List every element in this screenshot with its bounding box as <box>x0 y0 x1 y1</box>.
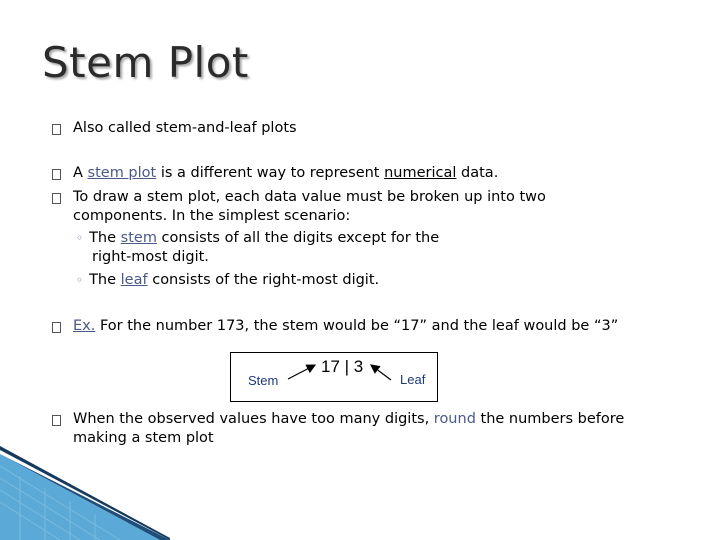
sub-bullet-marker-icon: ◦ <box>76 231 84 245</box>
bullet-checkbox-icon <box>52 415 61 426</box>
corner-decoration <box>0 446 170 540</box>
bullet-3-line1: To draw a stem plot, each data value must be broken up into two <box>73 189 546 205</box>
bullet-5-post: the numbers before <box>475 411 625 427</box>
sub-2-post: consists of the right-most digit. <box>147 272 380 288</box>
bullet-2-text <box>73 165 498 181</box>
bullet-checkbox-icon <box>52 322 61 333</box>
bullet-checkbox-icon <box>52 124 61 135</box>
stem-label: Stem <box>248 373 279 388</box>
bullet-5-line2: making a stem plot <box>73 430 214 446</box>
sub-bullet-leaf <box>76 272 379 288</box>
bullet-5-pre: When the observed values have too many digits, <box>73 411 434 427</box>
diagram-number: 17 | 3 <box>321 357 364 376</box>
bullet-checkbox-icon <box>52 193 61 204</box>
stem-arrow <box>288 365 315 379</box>
round-link[interactable]: round <box>433 411 476 427</box>
leaf-link[interactable]: leaf <box>120 272 148 288</box>
sub-bullet-stem-line2: right-most digit. <box>92 249 209 265</box>
diagram-arrows <box>231 353 439 403</box>
sub-bullet-marker-icon: ◦ <box>76 273 84 287</box>
bullet-1-label: Also called stem-and-leaf plots <box>73 120 297 136</box>
bullet-3-line2: components. In the simplest scenario: <box>73 208 351 224</box>
leaf-label: Leaf <box>400 372 426 387</box>
bullet-checkbox-icon <box>52 169 61 180</box>
bullet-2-mid: is a different way to represent <box>156 165 385 181</box>
page-title: Stem Plot <box>42 38 249 87</box>
stem-link[interactable]: stem <box>120 230 157 246</box>
bullet-2-pre: A <box>73 165 88 181</box>
sub-2-pre: The <box>89 272 121 288</box>
leaf-arrow <box>371 365 391 380</box>
sub-bullet-stem <box>76 230 439 246</box>
bullet-4-text <box>73 318 618 334</box>
bullet-1-text <box>73 120 297 136</box>
example-link[interactable]: Ex. <box>73 318 96 334</box>
bullet-4-label: For the number 173, the stem would be “17” and the leaf would be “3” <box>95 318 619 334</box>
sub-1-post: consists of all the digits except for the <box>156 230 440 246</box>
stem-leaf-diagram <box>230 352 438 402</box>
sub-1-pre: The <box>89 230 121 246</box>
bullet-2-post: data. <box>456 165 499 181</box>
bullet-5-line1 <box>73 411 624 427</box>
stem-plot-link[interactable]: stem plot <box>87 165 157 181</box>
numerical-link[interactable]: numerical <box>384 165 457 181</box>
